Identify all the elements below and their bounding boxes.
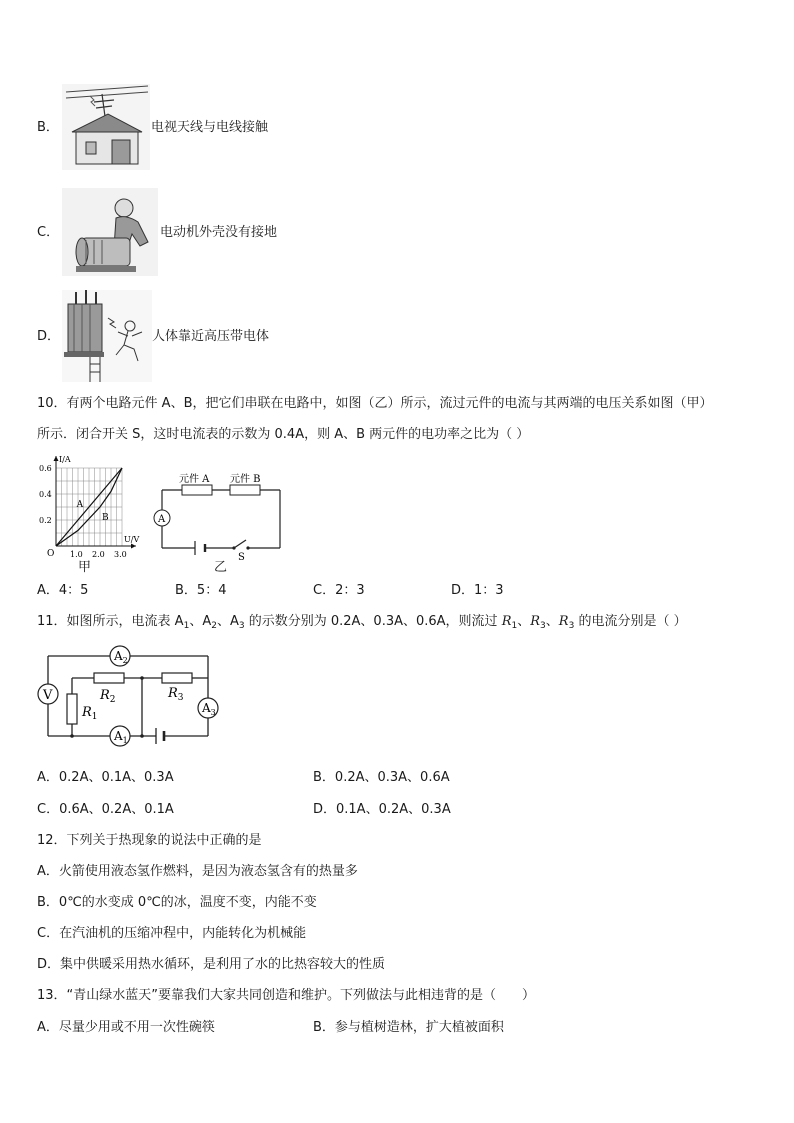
- q13-option-b: B．参与植树造林，扩大植被面积: [313, 1020, 504, 1035]
- r3-resistor: [162, 673, 192, 683]
- series-b-label: B: [102, 513, 109, 523]
- y-tick-label: 0.6: [39, 464, 52, 473]
- q12-option-c: C．在汽油机的压缩冲程中，内能转化为机械能: [37, 926, 307, 941]
- q10-stem-line2: 所示．闭合开关 S，这时电流表的示数为 0.4A，则 A、B 两元件的电功率之比为（ ）: [37, 427, 530, 442]
- r2-resistor: [94, 673, 124, 683]
- option-c-text: 电动机外壳没有接地: [160, 225, 278, 240]
- q13-stem: 13．“青山绿水蓝天”要靠我们大家共同创造和维护。下列做法与此相违背的是（ ）: [37, 988, 536, 1003]
- y-axis-arrow: [54, 456, 59, 461]
- ammeter-a1-label: $A_1$: [114, 729, 128, 745]
- x-tick-label: 3.0: [114, 550, 127, 559]
- y-tick-label: 0.2: [39, 516, 52, 525]
- series-a-label: A: [76, 500, 84, 510]
- option-b-text: 电视天线与电线接触: [151, 120, 269, 135]
- q11-stem: 11．如图所示，电流表 $A_1$、$A_2$、$A_3$ 的示数分别为 0.2A、0.3A、0.6A，则流过 $R_1$、$R_3$、$R_3$ 的电流分别是（ ）: [37, 614, 687, 631]
- ammeter-a3-label: $A_3$: [202, 701, 216, 717]
- y-tick-label: 0.4: [39, 490, 52, 499]
- q10-option-b: B．5：4: [175, 583, 227, 598]
- parallel-circuit-diagram: [34, 642, 224, 754]
- iu-graph: [38, 450, 148, 570]
- ammeter-a2-label: $A_2$: [114, 649, 128, 665]
- ammeter-label: A: [158, 514, 166, 525]
- x-axis-arrow: [131, 544, 136, 549]
- q10-option-a: A．4：5: [37, 583, 89, 598]
- q10-stem-line1: 10．有两个电路元件 A、B，把它们串联在电路中，如图（乙）所示，流过元件的电流与其两端的电压关系如图（甲）: [37, 396, 713, 411]
- element-b-resistor: [230, 485, 260, 495]
- option-d-text: 人体靠近高压带电体: [152, 329, 270, 344]
- q11-option-c: C．0.6A、0.2A、0.1A: [37, 802, 174, 817]
- origin-label: O: [47, 549, 55, 559]
- element-a-label: 元件 A: [179, 474, 210, 485]
- r1-resistor: [67, 694, 77, 724]
- x-tick-label: 1.0: [70, 550, 83, 559]
- q12-option-d: D．集中供暖采用热水循环，是利用了水的比热容较大的性质: [37, 957, 386, 972]
- q11-option-d: D．0.1A、0.2A、0.3A: [313, 802, 451, 817]
- r2-label: $R_2$: [100, 688, 116, 705]
- option-d-letter: D．: [37, 329, 61, 344]
- option-c-letter: C．: [37, 225, 60, 240]
- switch-label: S: [238, 552, 245, 563]
- motor-man-picture: [62, 188, 158, 276]
- x-axis-label: U/V: [124, 535, 140, 544]
- r1-label: $R_1$: [82, 705, 98, 722]
- switch-symbol: [234, 540, 246, 548]
- series-circuit-diagram: [150, 470, 290, 570]
- q10-option-d: D．1：3: [451, 583, 504, 598]
- r3-label: $R_3$: [168, 686, 184, 703]
- q10-option-c: C．2：3: [313, 583, 365, 598]
- x-tick-label: 2.0: [92, 550, 105, 559]
- element-b-label: 元件 B: [230, 474, 261, 485]
- fig-yi-label: 乙: [214, 560, 228, 575]
- q12-option-a: A．火箭使用液态氢作燃料，是因为液态氢含有的热量多: [37, 864, 358, 879]
- q11-option-b: B．0.2A、0.3A、0.6A: [313, 770, 450, 785]
- q11-option-a: A．0.2A、0.1A、0.3A: [37, 770, 174, 785]
- q12-stem: 12．下列关于热现象的说法中正确的是: [37, 833, 262, 848]
- option-b-letter: B．: [37, 120, 59, 135]
- house-antenna-picture: [62, 84, 150, 170]
- fig-jia-label: 甲: [78, 560, 92, 575]
- high-voltage-picture: [62, 290, 152, 382]
- element-a-resistor: [182, 485, 212, 495]
- y-axis-label: I/A: [59, 455, 71, 464]
- q12-option-b: B．0℃的水变成 0℃的冰，温度不变，内能不变: [37, 895, 317, 910]
- q13-option-a: A．尽量少用或不用一次性碗筷: [37, 1020, 215, 1035]
- voltmeter-label: V: [43, 688, 53, 703]
